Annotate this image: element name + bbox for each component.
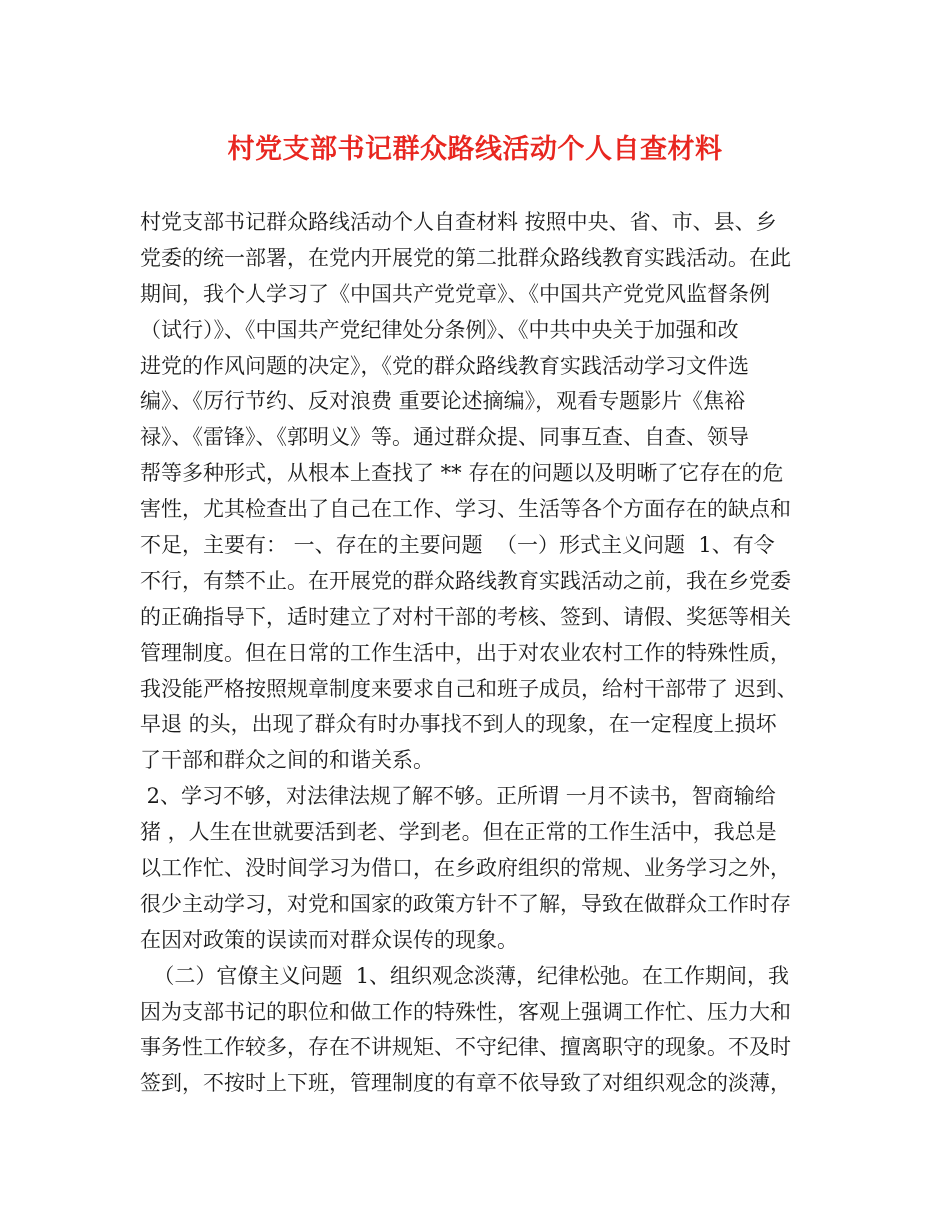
body-line: 禄》、《雷锋》、《郭明义》等。通过群众提、同事互查、自查、领导 xyxy=(140,425,749,450)
document-title: 村党支部书记群众路线活动个人自查材料 xyxy=(227,134,723,165)
body-line: 很少主动学习，对党和国家的政策方针不了解，导致在做群众工作时存 xyxy=(140,891,791,916)
body-line: 以工作忙、没时间学习为借口，在乡政府组织的常规、业务学习之外， xyxy=(140,856,791,881)
body-line: 早退 的头，出现了群众有时办事找不到人的现象，在一定程度上损坏 xyxy=(140,712,777,737)
body-line: 害性，尤其检查出了自己在工作、学习、生活等各个方面存在的缺点和 xyxy=(140,497,791,522)
body-line: 进党的作风问题的决定》，《党的群众路线教育实践活动学习文件选 xyxy=(140,353,749,378)
body-line: 我没能严格按照规章制度来要求自己和班子成员，给村干部带了 迟到、 xyxy=(140,676,798,701)
body-line: （试行）》、《中国共产党纪律处分条例》、《中共中央关于加强和改 xyxy=(140,317,739,342)
body-line: 事务性工作较多，存在不讲规矩、不守纪律、擅离职守的现象。不及时 xyxy=(140,1035,791,1060)
body-line: 村党支部书记群众路线活动个人自查材料 按照中央、省、市、县、乡 xyxy=(140,210,777,234)
body-line: 不足，主要有： 一、存在的主要问题 （一）形式主义问题 1、有令 xyxy=(140,533,775,558)
body-line: 了干部和群众之间的和谐关系。 xyxy=(140,748,434,773)
body-line: 在因对政策的误读而对群众误传的现象。 xyxy=(140,927,518,952)
body-line: 2、学习不够，对法律法规了解不够。正所谓 一月不读书，智商输给 xyxy=(140,784,776,809)
body-line: 不行，有禁不止。在开展党的群众路线教育实践活动之前，我在乡党委 xyxy=(140,568,791,593)
body-line: 因为支部书记的职位和做工作的特殊性，客观上强调工作忙、压力大和 xyxy=(140,999,791,1024)
body-line: 的正确指导下，适时建立了对村干部的考核、签到、请假、奖惩等相关 xyxy=(140,604,791,629)
body-line: 期间，我个人学习了《中国共产党党章》、《中国共产党党风监督条例 xyxy=(140,281,770,306)
body-line: 帮等多种形式，从根本上查找了 ** 存在的问题以及明晰了它存在的危 xyxy=(140,461,784,486)
body-line: 签到，不按时上下班，管理制度的有章不依导致了对组织观念的淡薄， xyxy=(140,1071,791,1096)
body-line: 编》、《厉行节约、反对浪费 重要论述摘编》，观看专题影片《焦裕 xyxy=(140,389,746,414)
body-line: 管理制度。但在日常的工作生活中，出于对农业农村工作的特殊性质， xyxy=(140,640,791,665)
body-line: （二）官僚主义问题 1、组织观念淡薄，纪律松弛。在工作期间，我 xyxy=(140,963,790,988)
body-line: 猪 ，人生在世就要活到老、学到老。但在正常的工作生活中，我总是 xyxy=(140,820,777,845)
body-line: 党委的统一部署，在党内开展党的第二批群众路线教育实践活动。在此 xyxy=(140,245,791,270)
document-body xyxy=(140,205,820,1102)
